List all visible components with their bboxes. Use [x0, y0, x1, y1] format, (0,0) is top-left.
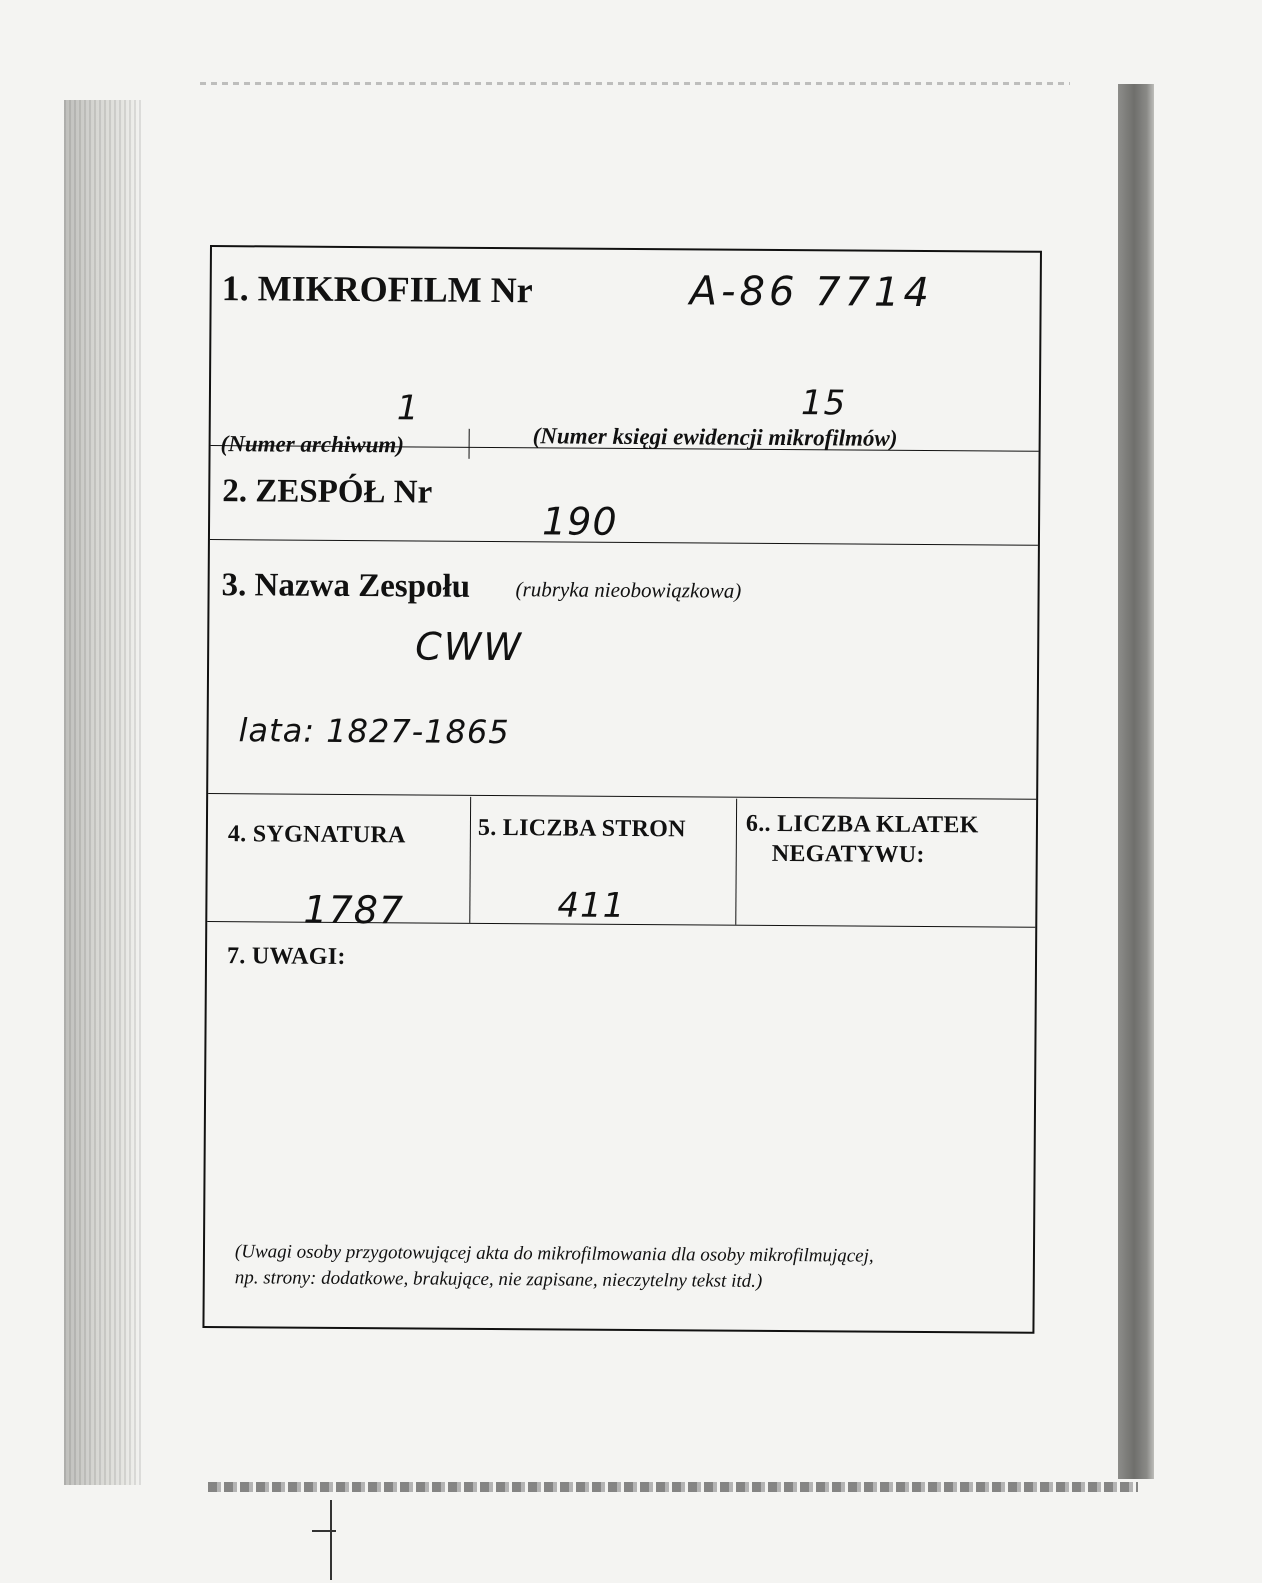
fonds-name-label: 3. Nazwa Zespołu — [221, 567, 471, 605]
signature-value: 1787 — [303, 887, 405, 933]
scan-shadow-right — [1118, 84, 1154, 1479]
section-divider — [210, 539, 1038, 546]
archive-divider — [469, 429, 470, 459]
scan-edge-bottom — [208, 1482, 1138, 1492]
scan-shadow-left — [64, 100, 142, 1485]
fonds-number-label: 2. ZESPÓŁ Nr — [222, 473, 433, 511]
section-divider — [208, 793, 1036, 800]
frame-count-label-line2: NEGATYWU: — [771, 840, 925, 869]
fonds-name-hint: (rubryka nieobowiązkowa) — [515, 577, 742, 603]
column-divider — [469, 797, 471, 923]
frame-count-label: 6.. LICZBA KLATEK — [745, 810, 979, 839]
register-number-value: 15 — [800, 383, 847, 424]
remarks-note-line2: np. strony: dodatkowe, brakujące, nie zapisane, nieczytelny tekst itd.) — [234, 1267, 763, 1292]
microfilm-number-label: 1. MIKROFILM Nr — [221, 268, 533, 311]
microfilm-number-value: A-86 7714 — [689, 268, 934, 317]
signature-label: 4. SYGNATURA — [227, 821, 406, 849]
page-count-value: 411 — [557, 885, 626, 926]
scan-mark — [312, 1530, 336, 1532]
microfilm-form-card — [202, 245, 1042, 1334]
archive-number-value: 1 — [396, 388, 420, 429]
page-count-label: 5. LICZBA STRON — [477, 814, 686, 843]
scan-edge-top — [200, 82, 1070, 85]
remarks-label: 7. UWAGI: — [226, 943, 346, 970]
register-number-label: (Numer księgi ewidencji mikrofilmów) — [532, 423, 898, 451]
remarks-note-line1: (Uwagi osoby przygotowującej akta do mikrofilmowania dla osoby mikrofilmującej, — [234, 1241, 874, 1267]
scan-mark — [330, 1500, 332, 1580]
column-divider — [735, 799, 737, 925]
fonds-name-value: CWW — [415, 624, 524, 670]
archive-number-label: (Numer archiwum) — [220, 431, 405, 458]
fonds-number-value: 190 — [541, 499, 618, 544]
fonds-years-value: lata: 1827-1865 — [238, 711, 510, 752]
